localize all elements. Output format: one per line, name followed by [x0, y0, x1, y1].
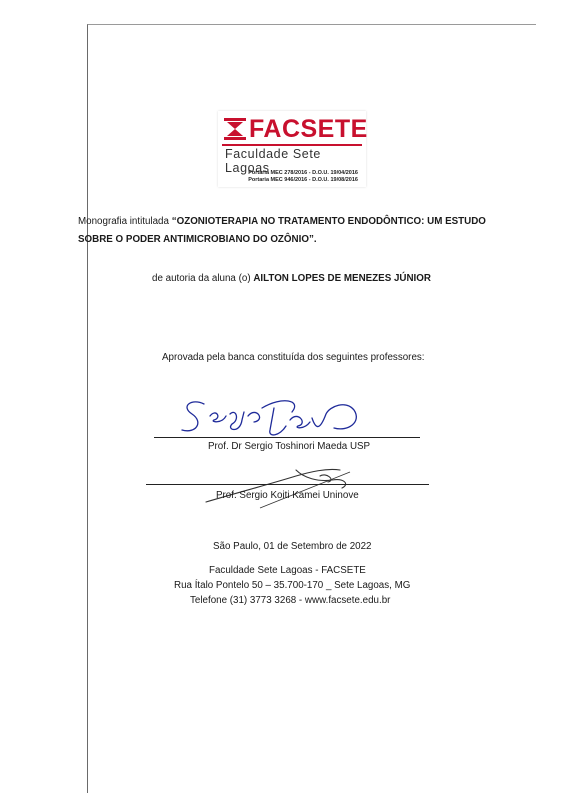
- date-place: São Paulo, 01 de Setembro de 2022: [213, 541, 372, 552]
- monograph-intro: Monografia intitulada: [78, 216, 169, 227]
- examiner-1-signature-line: [154, 437, 420, 438]
- logo-portaria-1: Portaria MEC 278/2016 - D.O.U. 19/04/2016: [248, 170, 358, 176]
- author-line: [152, 273, 431, 284]
- facsete-emblem-icon: [224, 118, 246, 140]
- facsete-logo: [218, 111, 366, 187]
- footer-address: Rua Ítalo Pontelo 50 – 35.700-170 _ Sete Lagoas, MG: [174, 580, 411, 591]
- examiner-2-signature: [200, 462, 380, 512]
- examiner-1-name: Prof. Dr Sergio Toshinori Maeda USP: [208, 441, 371, 452]
- logo-portaria-2: Portaria MEC 946/2016 - D.O.U. 19/08/2016: [248, 177, 358, 183]
- author-intro: de autoria da aluna (o): [152, 273, 251, 284]
- monograph-title-line-2: SOBRE O PODER ANTIMICROBIANO DO OZÔNIO”.: [78, 234, 317, 245]
- monograph-title-part-1: “OZONIOTERAPIA NO TRATAMENTO ENDODÔNTICO: UM ESTUDO: [171, 216, 486, 227]
- author-name: AILTON LOPES DE MENEZES JÚNIOR: [253, 273, 431, 284]
- examiner-2-signature-line: [146, 484, 429, 485]
- approval-statement: Aprovada pela banca constituída dos seguintes professores:: [162, 352, 425, 363]
- logo-rule: [222, 144, 362, 146]
- examiner-2-name: Prof. Sergio Koiti Kamei Uninove: [216, 490, 359, 501]
- monograph-title-line-1: [78, 216, 486, 227]
- footer-institution: Faculdade Sete Lagoas - FACSETE: [209, 565, 366, 576]
- logo-subtitle: Faculdade Sete Lagoas: [225, 147, 321, 175]
- footer-contact: Telefone (31) 3773 3268 - www.facsete.edu.br: [190, 595, 391, 606]
- logo-brand-name: FACSETE: [249, 115, 368, 143]
